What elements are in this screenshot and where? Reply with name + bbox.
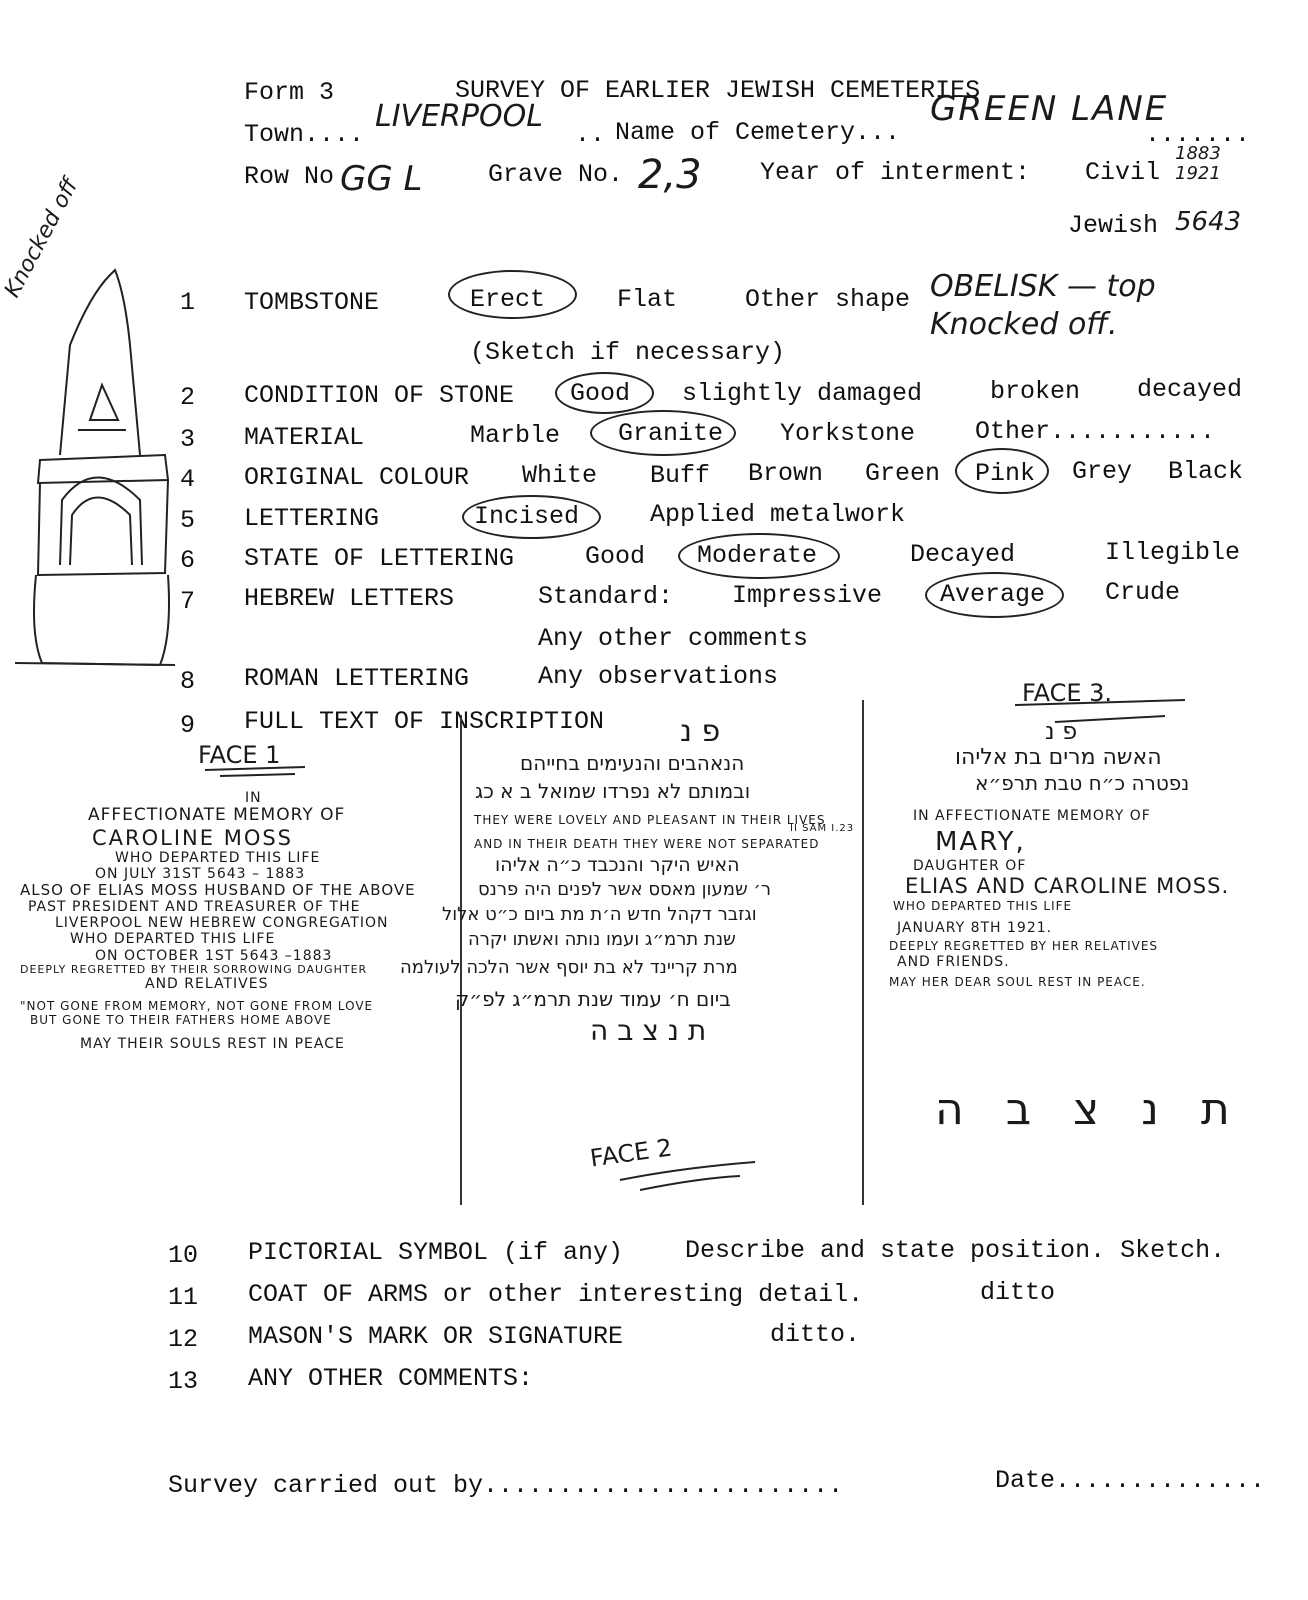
face-2-heb-line: מרת קריינד לא בת יוסף אשר הלכה לעולמה <box>400 957 738 978</box>
item-12-number: 12 <box>168 1325 199 1354</box>
town-label: Town.... <box>244 120 365 149</box>
face-2-bible-ref: II SAM I.23 <box>790 823 855 834</box>
lettering-applied-option[interactable]: Applied metalwork <box>650 500 906 529</box>
material-yorkstone-option[interactable]: Yorkstone <box>780 419 916 448</box>
face-2-heb-line: האיש היקר והנכבד כ״ה אליהו <box>495 854 740 876</box>
condition-decayed-option[interactable]: decayed <box>1137 375 1243 404</box>
item-9-number: 9 <box>180 711 196 740</box>
item-6-label: STATE OF LETTERING <box>244 544 515 573</box>
cemetery-field[interactable]: GREEN LANE <box>930 89 1169 129</box>
item-13-number: 13 <box>168 1367 199 1396</box>
face-3-line: ELIAS AND CAROLINE MOSS. <box>905 874 1230 899</box>
item-11-number: 11 <box>168 1283 199 1312</box>
town-dots: .. <box>575 120 606 149</box>
tombstone-other-note-1[interactable]: OBELISK — top <box>930 269 1156 304</box>
item-10-text: Describe and state position. Sketch. <box>685 1236 1226 1265</box>
item-11-label: COAT OF ARMS or other interesting detail. <box>248 1280 864 1309</box>
roman-observations: Any observations <box>538 662 779 691</box>
sketch-note-handwritten: Knocked off <box>0 174 84 302</box>
hebrew-other-comments: Any other comments <box>538 624 809 653</box>
face-1-line: IN <box>245 790 262 806</box>
face-1-line: ON JULY 31ST 5643 – 1883 <box>95 865 306 882</box>
lettering-incised-option[interactable]: Incised <box>474 502 580 531</box>
face-3-line: DAUGHTER OF <box>913 857 1027 874</box>
tombstone-other-note-2[interactable]: Knocked off. <box>930 307 1118 342</box>
jewish-label: Jewish <box>1068 211 1159 240</box>
face-3-line: MAY HER DEAR SOUL REST IN PEACE. <box>889 975 1146 989</box>
item-6-number: 6 <box>180 546 196 575</box>
colour-white-option[interactable]: White <box>522 461 598 490</box>
item-7-label: HEBREW LETTERS <box>244 584 455 613</box>
face-3-line: AND FRIENDS. <box>897 953 1010 970</box>
material-granite-option[interactable]: Granite <box>618 419 724 448</box>
item-1-number: 1 <box>180 288 196 317</box>
face-3-heb-line: נפטרה כ״ח טבת תרפ״א <box>975 771 1190 795</box>
face-2-english-line: AND IN THEIR DEATH THEY WERE NOT SEPARATED <box>474 837 820 851</box>
colour-green-option[interactable]: Green <box>865 459 941 488</box>
face-1-line: MAY THEIR SOULS REST IN PEACE <box>80 1035 345 1052</box>
form-number: Form 3 <box>244 78 335 107</box>
hebrew-standard-option[interactable]: Standard: <box>538 582 674 611</box>
item-8-label: ROMAN LETTERING <box>244 664 470 693</box>
page-title: SURVEY OF EARLIER JEWISH CEMETERIES <box>455 76 981 105</box>
hebrew-crude-option[interactable]: Crude <box>1105 578 1181 607</box>
hebrew-impressive-option[interactable]: Impressive <box>732 581 883 610</box>
grave-label: Grave No. <box>488 160 624 189</box>
face-3-line: MARY, <box>935 827 1026 858</box>
face-1-line: "NOT GONE FROM MEMORY, NOT GONE FROM LOVE <box>20 999 374 1014</box>
item-12-text: ditto. <box>770 1320 861 1349</box>
face-1-line: DEEPLY REGRETTED BY THEIR SORROWING DAUGHTER <box>20 962 368 976</box>
item-8-number: 8 <box>180 667 196 696</box>
face-3-tnzbh: ת נ צ ב ה <box>935 1084 1244 1135</box>
face-1-line: PAST PRESIDENT AND TREASURER OF THE <box>28 899 361 916</box>
face-1-line: WHO DEPARTED THIS LIFE <box>115 849 321 866</box>
condition-broken-option[interactable]: broken <box>990 377 1081 406</box>
item-5-label: LETTERING <box>244 504 380 533</box>
face-2-heb-line: וגזבר דקהל חדש ה׳ת מת ביום כ״ט אלול <box>442 904 757 925</box>
face-1-line: ON OCTOBER 1ST 5643 –1883 <box>95 947 333 964</box>
colour-pink-option[interactable]: Pink <box>975 459 1036 488</box>
state-illegible-option[interactable]: Illegible <box>1105 538 1241 567</box>
item-11-text: ditto <box>980 1278 1056 1307</box>
condition-good-option[interactable]: Good <box>570 379 631 408</box>
item-10-label: PICTORIAL SYMBOL (if any) <box>248 1238 624 1267</box>
face-2-heb-line: שנת תרמ״ג ועמו נותה ואשתו יקרה <box>468 929 736 950</box>
item-2-number: 2 <box>180 383 196 412</box>
face-3-line: WHO DEPARTED THIS LIFE <box>893 899 1073 914</box>
face-3-heb-top: פ נ <box>1045 717 1078 745</box>
face-2-heb-line: הנאהבים והנעימים בחייהם <box>520 751 745 775</box>
face-2-tnzbh: ת נ צ ב ה <box>590 1014 707 1047</box>
tombstone-flat-option[interactable]: Flat <box>617 285 678 314</box>
item-1-label: TOMBSTONE <box>244 288 380 317</box>
jewish-year-field[interactable]: 5643 <box>1175 207 1242 237</box>
colour-grey-option[interactable]: Grey <box>1072 457 1133 486</box>
tombstone-erect-option[interactable]: Erect <box>470 285 546 314</box>
face-1-line: BUT GONE TO THEIR FATHERS HOME ABOVE <box>30 1013 332 1028</box>
town-field[interactable]: LIVERPOOL <box>375 99 543 134</box>
state-good-option[interactable]: Good <box>585 542 646 571</box>
condition-damaged-option[interactable]: slightly damaged <box>682 379 923 408</box>
face-1-line: AND RELATIVES <box>145 976 269 993</box>
face-2-english-line: THEY WERE LOVELY AND PLEASANT IN THEIR LIVES <box>474 813 826 827</box>
item-3-label: MATERIAL <box>244 423 365 452</box>
hebrew-average-option[interactable]: Average <box>940 580 1046 609</box>
year-label: Year of interment: <box>760 158 1031 187</box>
item-3-number: 3 <box>180 425 196 454</box>
face-1-line: LIVERPOOL NEW HEBREW CONGREGATION <box>55 915 389 932</box>
civil-year-2[interactable]: 1921 <box>1175 163 1221 184</box>
colour-brown-option[interactable]: Brown <box>748 459 824 488</box>
face-2-heb-top: פ נ <box>680 714 721 749</box>
survey-by-field[interactable]: Survey carried out by........................ <box>168 1471 844 1500</box>
face-1-line: WHO DEPARTED THIS LIFE <box>70 931 276 948</box>
civil-label: Civil <box>1085 158 1161 187</box>
state-moderate-option[interactable]: Moderate <box>697 541 818 570</box>
cemetery-label: Name of Cemetery... <box>615 118 901 147</box>
cemetery-dots: ....... <box>1145 120 1251 149</box>
face-1-title: FACE 1 <box>198 741 281 769</box>
face-1-line: CAROLINE MOSS <box>92 825 294 850</box>
face-2-heb-line: ביום ח׳ עמוד שנת תרמ״ג לפ״ק <box>455 987 731 1011</box>
face-2-heb-line: ר׳ שמעון מאסס אשר לפנים היה פרנס <box>478 879 772 900</box>
row-label: Row No <box>244 162 335 191</box>
face-2-heb-line: ובמותם לא נפרדו שמואל ב א כג <box>475 779 751 803</box>
sketch-note: (Sketch if necessary) <box>470 338 786 367</box>
colour-black-option[interactable]: Black <box>1168 457 1244 486</box>
material-marble-option[interactable]: Marble <box>470 421 561 450</box>
item-4-label: ORIGINAL COLOUR <box>244 463 470 492</box>
face-1-line: AFFECTIONATE MEMORY OF <box>88 805 346 826</box>
tombstone-other-option[interactable]: Other shape <box>745 285 911 314</box>
date-field[interactable]: Date.............. <box>995 1466 1266 1495</box>
item-4-number: 4 <box>180 465 196 494</box>
material-other-option[interactable]: Other........... <box>975 417 1216 446</box>
face-1-line: ALSO OF ELIAS MOSS HUSBAND OF THE ABOVE <box>20 880 416 899</box>
item-10-number: 10 <box>168 1241 199 1270</box>
face-3-line: DEEPLY REGRETTED BY HER RELATIVES <box>889 939 1159 954</box>
item-2-label: CONDITION OF STONE <box>244 381 515 410</box>
item-12-label: MASON'S MARK OR SIGNATURE <box>248 1322 624 1351</box>
civil-year-1[interactable]: 1883 <box>1175 143 1221 164</box>
face-3-title: FACE 3. <box>1022 679 1113 707</box>
face-2-title: FACE 2 <box>588 1133 674 1173</box>
face-3-line: JANUARY 8TH 1921. <box>897 920 1053 937</box>
row-field[interactable]: GG L <box>340 159 423 199</box>
face-3-heb-line: האשה מרים בת אליהו <box>955 745 1162 770</box>
item-9-label: FULL TEXT OF INSCRIPTION <box>244 707 605 736</box>
colour-buff-option[interactable]: Buff <box>650 461 711 490</box>
item-7-number: 7 <box>180 587 196 616</box>
grave-field[interactable]: 2,3 <box>638 152 702 198</box>
state-decayed-option[interactable]: Decayed <box>910 540 1016 569</box>
item-5-number: 5 <box>180 506 196 535</box>
item-13-label: ANY OTHER COMMENTS: <box>248 1364 534 1393</box>
face-3-line: IN AFFECTIONATE MEMORY OF <box>913 808 1151 824</box>
